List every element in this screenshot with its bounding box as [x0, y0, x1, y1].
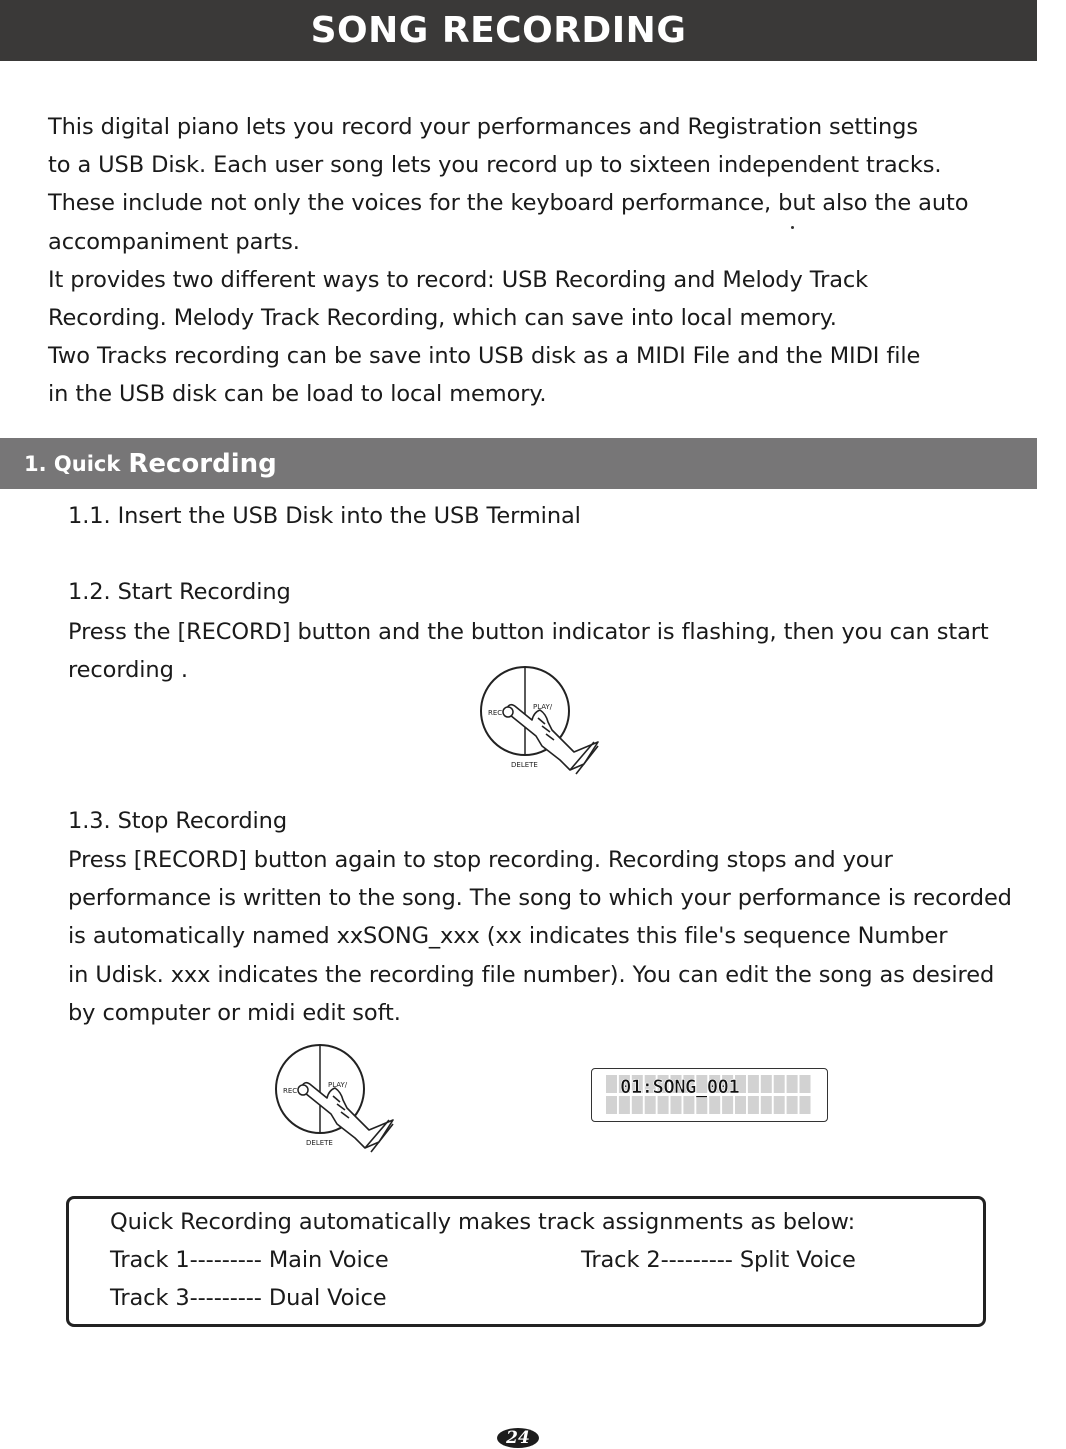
- lcd-cell: [619, 1096, 630, 1114]
- lcd-cell: [696, 1096, 707, 1114]
- delete-label: DELETE: [306, 1139, 333, 1147]
- intro-line: in the USB disk can be load to local memory.: [48, 381, 547, 408]
- intro-line: Two Tracks recording can be save into USB disk as a MIDI File and the MIDI file: [48, 343, 921, 370]
- step-3-line: performance is written to the song. The song to which your performance is recorded: [68, 885, 1012, 912]
- note-track-2: Track 2--------- Split Voice: [581, 1247, 856, 1273]
- record-label: REC: [283, 1087, 298, 1095]
- intro-paragraph: [48, 108, 1048, 414]
- lcd-cell: [671, 1096, 682, 1114]
- note-intro: Quick Recording automatically makes track assignments as below:: [110, 1209, 856, 1235]
- note-track-1: Track 1--------- Main Voice: [110, 1247, 389, 1273]
- lcd-cell: [761, 1096, 772, 1114]
- lcd-cell: [787, 1096, 798, 1114]
- record-label: REC: [488, 709, 503, 717]
- play-label: PLAY/: [328, 1081, 348, 1089]
- lcd-cell: [735, 1096, 746, 1114]
- lcd-cell: [748, 1075, 759, 1093]
- lcd-cell: [774, 1075, 785, 1093]
- lcd-cell: [761, 1075, 772, 1093]
- step-3-line: is automatically named xxSONG_xxx (xx indicates this file's sequence Number: [68, 923, 948, 950]
- lcd-cell: [722, 1096, 733, 1114]
- step-2-line: recording .: [68, 657, 188, 684]
- lcd-screen: [592, 1069, 826, 1120]
- page-title: SONG RECORDING: [310, 10, 687, 51]
- lcd-cell: [658, 1096, 669, 1114]
- print-dot: [791, 226, 794, 229]
- lcd-cell: [606, 1096, 617, 1114]
- intro-line: to a USB Disk. Each user song lets you record up to sixteen independent tracks.: [48, 152, 942, 179]
- lcd-cell: [606, 1075, 617, 1093]
- record-button-illustration: [265, 1038, 405, 1160]
- intro-line: It provides two different ways to record: USB Recording and Melody Track: [48, 266, 869, 293]
- lcd-cell: [800, 1096, 811, 1114]
- step-2-title: 1.2. Start Recording: [68, 579, 291, 605]
- intro-line: This digital piano lets you record your performances and Registration settings: [48, 114, 918, 140]
- lcd-cell: [800, 1075, 811, 1093]
- page-number: 24: [497, 1428, 539, 1448]
- lcd-cell: [645, 1096, 656, 1114]
- step-3-line: Press [RECORD] button again to stop recording. Recording stops and your: [68, 847, 893, 873]
- note-track-3: Track 3--------- Dual Voice: [110, 1285, 387, 1311]
- play-label: PLAY/: [533, 703, 553, 711]
- track-assignment-note: [66, 1196, 986, 1327]
- intro-line: accompaniment parts.: [48, 228, 300, 255]
- record-button-illustration: [470, 660, 610, 782]
- section-number: 1. Quick: [24, 451, 121, 476]
- lcd-cell: [748, 1096, 759, 1114]
- lcd-cell: [774, 1096, 785, 1114]
- lcd-text: 01:SONG_001: [620, 1076, 740, 1098]
- step-3-line: in Udisk. xxx indicates the recording file number). You can edit the song as desired: [68, 961, 995, 988]
- step-3-title: 1.3. Stop Recording: [68, 808, 288, 834]
- step-3-line: by computer or midi edit soft.: [68, 999, 401, 1026]
- lcd-cell: [787, 1075, 798, 1093]
- lcd-cell: [632, 1096, 643, 1114]
- step-3-body: [68, 841, 1012, 1032]
- page-title-bar: [0, 0, 1037, 61]
- section-header: [0, 438, 1037, 489]
- intro-line: Recording. Melody Track Recording, which can save into local memory.: [48, 305, 837, 332]
- lcd-cell: [683, 1096, 694, 1114]
- delete-label: DELETE: [511, 761, 538, 769]
- step-2-line: Press the [RECORD] button and the button indicator is flashing, then you can start: [68, 619, 989, 645]
- section-title: Recording: [128, 448, 277, 479]
- step-1-title: 1.1. Insert the USB Disk into the USB Terminal: [68, 503, 581, 529]
- lcd-display: [591, 1068, 828, 1122]
- intro-line: These include not only the voices for the keyboard performance, but also the auto: [48, 190, 969, 217]
- lcd-cell: [709, 1096, 720, 1114]
